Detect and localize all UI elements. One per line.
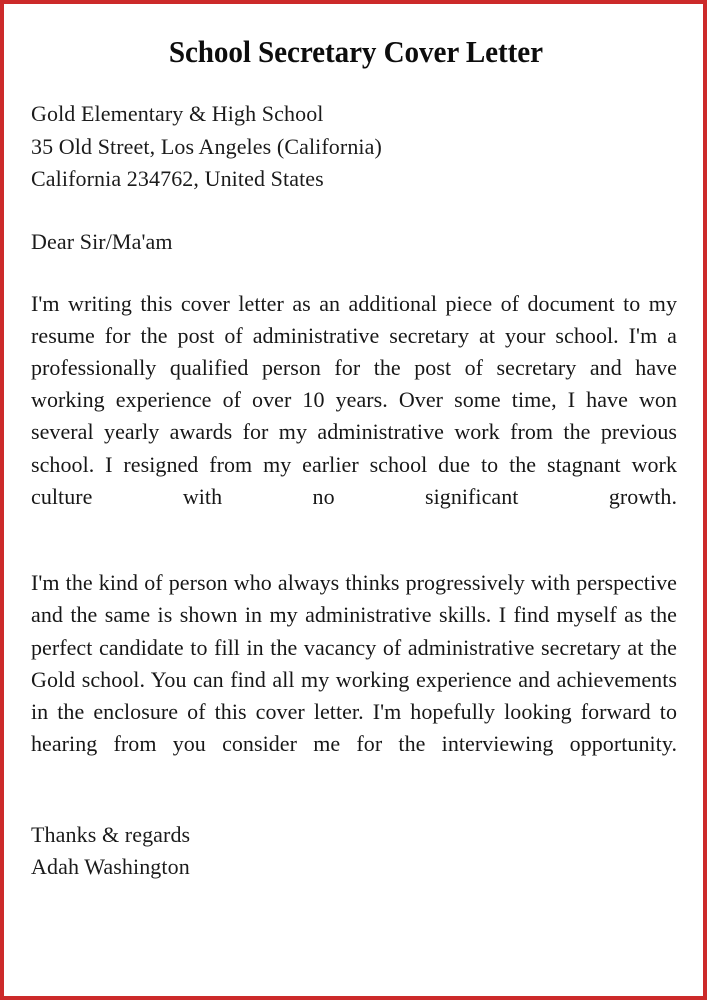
- spacer-before-paragraph1: [31, 258, 677, 288]
- page-content-area: [4, 4, 703, 996]
- recipient-region: California 234762, United States: [31, 166, 324, 191]
- sender-name: Adah Washington: [31, 854, 190, 880]
- recipient-organization: Gold Elementary & High School: [31, 101, 324, 126]
- spacer-between-paragraphs: [31, 545, 677, 567]
- spacer-before-salutation: [31, 196, 677, 226]
- spacer-after-title: [31, 72, 677, 98]
- body-paragraph-1: I'm writing this cover letter as an additional piece of document to my resume for the post of administrative secretary at your school. I'm a professionally qualified person for the post of secretary and have working experience of over 10 years. Over some time, I have won several yearly awards for my administrative work from the previous school. I resigned from my earlier school due to the stagnant work culture with no significant growth.: [31, 290, 677, 509]
- spacer-before-closing: [31, 793, 677, 819]
- closing-block: [31, 819, 677, 884]
- body-paragraph-2: I'm the kind of person who always thinks progressively with perspective and the same is shown in my administrative skills. I find myself as the perfect candidate to fill in the vacancy of administrative secretary at the Gold school. You can find all my working experience and achievements in the enclosure of this cover letter. I'm hopefully looking forward to hearing from you consider me for the interviewing opportunity.: [31, 570, 677, 757]
- salutation: Dear Sir/Ma'am: [31, 228, 173, 254]
- closing-signoff: Thanks & regards: [31, 821, 191, 847]
- recipient-street: 35 Old Street, Los Angeles (California): [31, 133, 382, 159]
- recipient-address-block: [31, 98, 677, 196]
- page-title: School Secretary Cover Letter: [168, 34, 543, 69]
